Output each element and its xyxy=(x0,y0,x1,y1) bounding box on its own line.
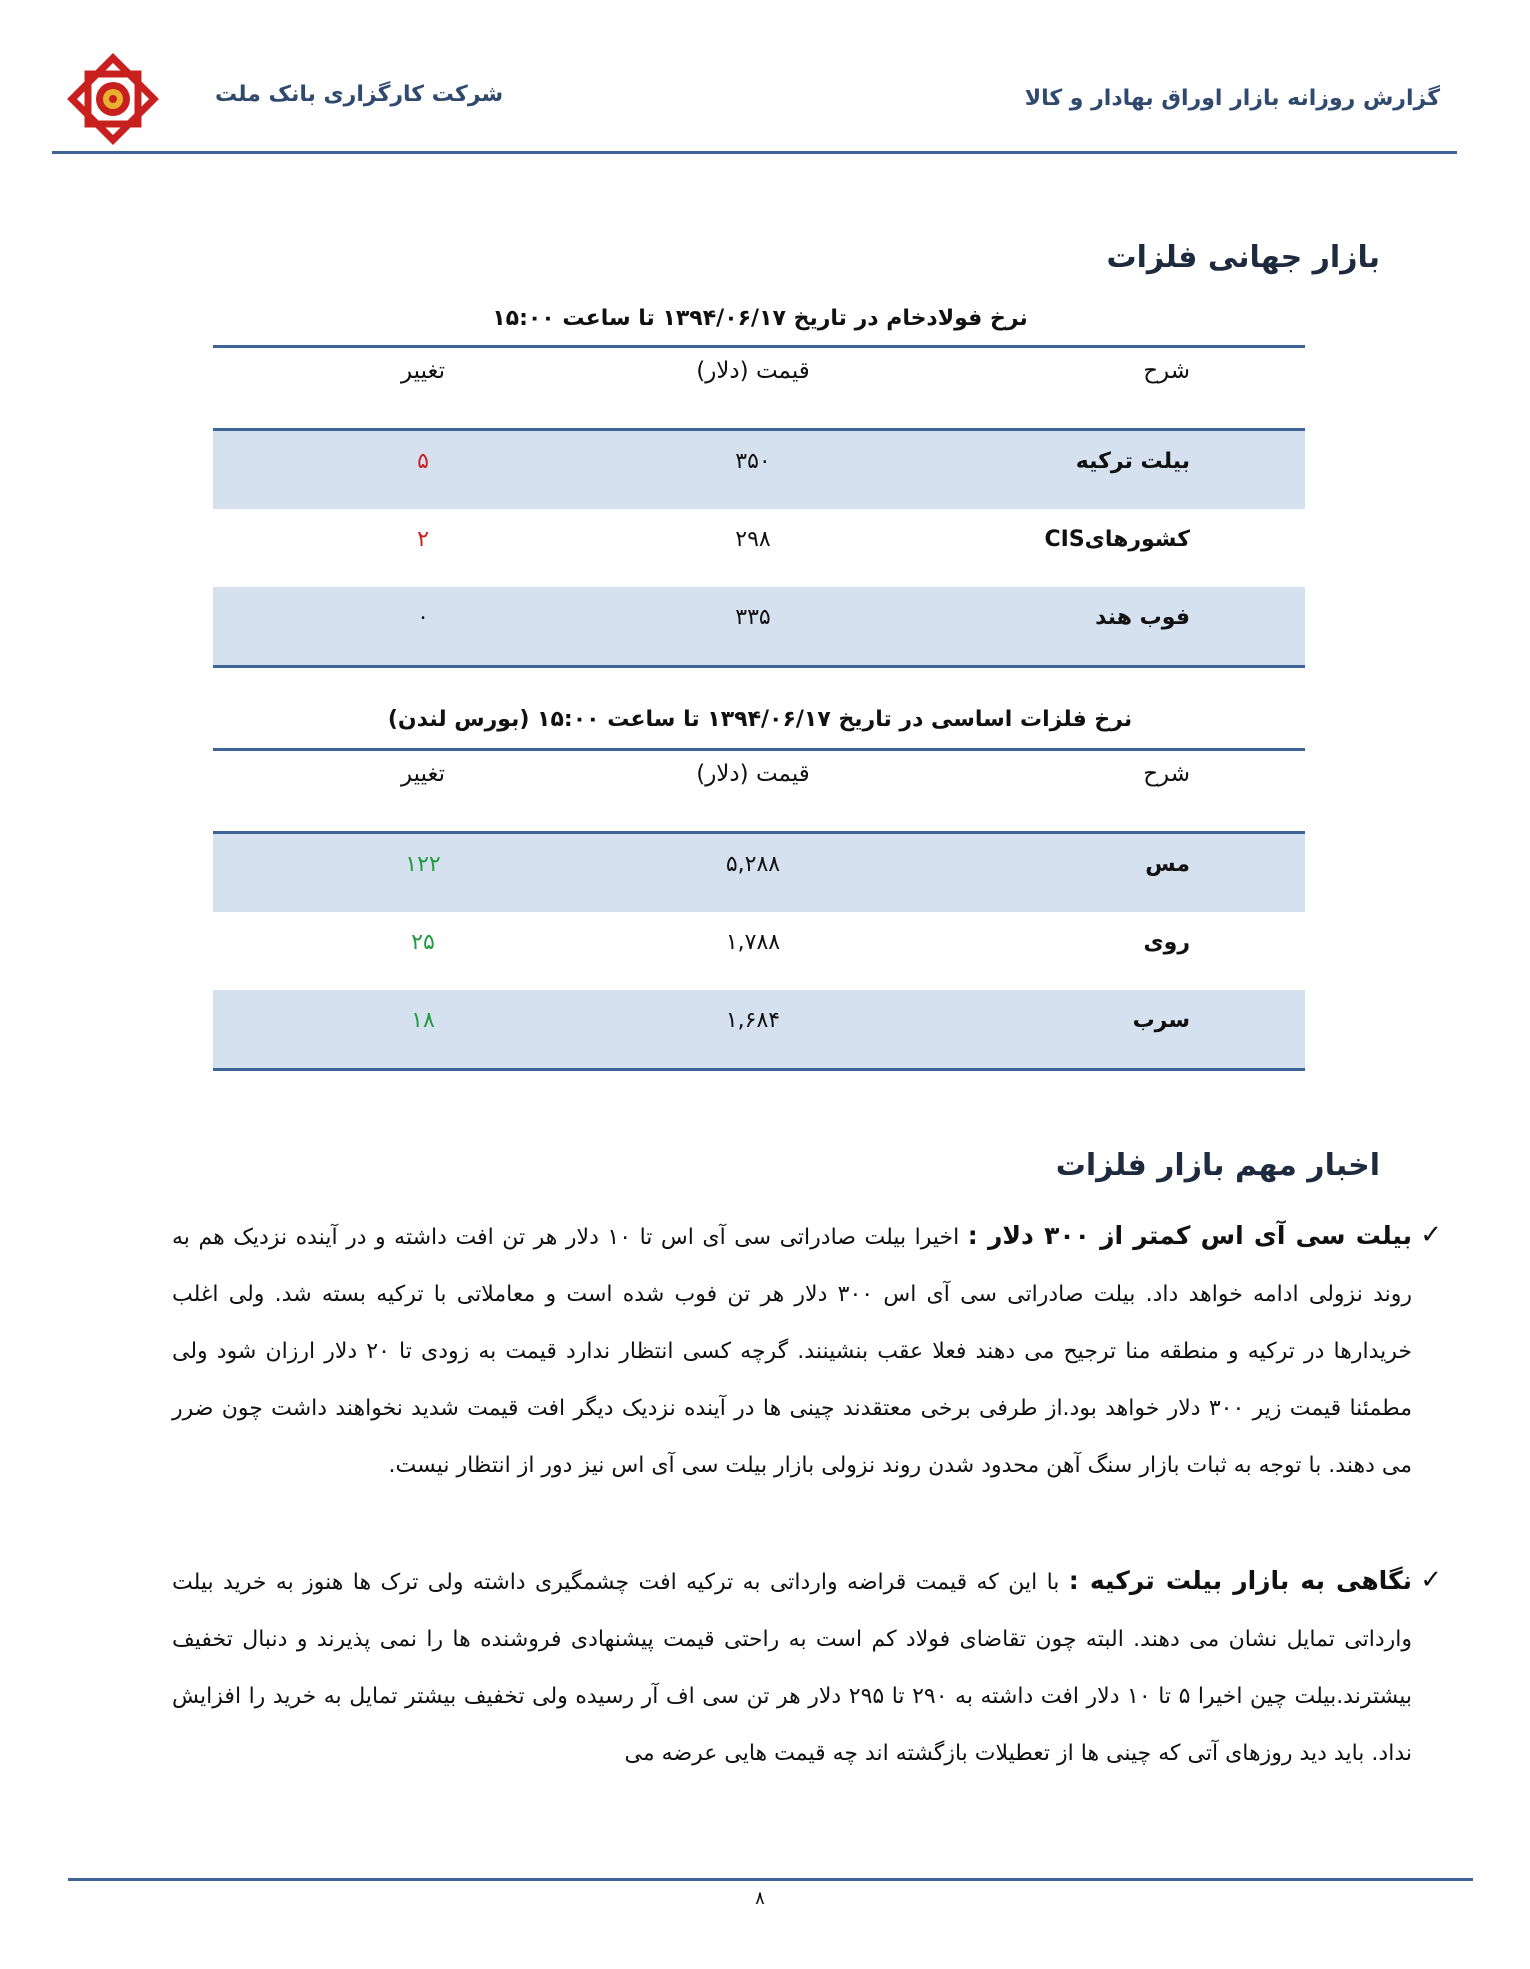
row-change: ۰ xyxy=(417,605,429,630)
row-change: ۲۵ xyxy=(411,930,435,955)
row-price: ۱,۷۸۸ xyxy=(725,930,781,955)
checkmark-icon: ✓ xyxy=(1420,1220,1442,1250)
table-row xyxy=(213,509,1305,587)
table-header-row xyxy=(213,345,1305,431)
row-price: ۳۳۵ xyxy=(735,605,771,630)
row-change: ۱۲۲ xyxy=(405,852,441,877)
section-title-world-metals: بازار جهانی فلزات xyxy=(1106,240,1380,275)
header-price: قیمت (دلار) xyxy=(696,358,810,384)
report-title: گزارش روزانه بازار اوراق بهادار و کالا xyxy=(1024,86,1440,111)
section-title-news: اخبار مهم بازار فلزات xyxy=(1055,1148,1380,1183)
row-name: کشورهایCIS xyxy=(1044,527,1190,552)
news-item xyxy=(172,1552,1442,1782)
row-price: ۳۵۰ xyxy=(735,449,771,474)
header-price: قیمت (دلار) xyxy=(696,761,810,787)
table-row xyxy=(213,587,1305,668)
company-logo xyxy=(62,48,164,150)
footer-divider xyxy=(68,1878,1473,1881)
steel-table-caption: نرخ فولادخام در تاریخ ۱۳۹۴/۰۶/۱۷ تا ساعت ۱۵:۰۰ xyxy=(492,306,1028,331)
row-price: ۵,۲۸۸ xyxy=(725,852,781,877)
company-name: شرکت کارگزاری بانک ملت xyxy=(215,82,504,107)
steel-price-table xyxy=(213,345,1305,668)
row-name: سرب xyxy=(1132,1008,1190,1033)
row-change: ۱۸ xyxy=(411,1008,435,1033)
news-item xyxy=(172,1207,1442,1494)
checkmark-icon: ✓ xyxy=(1420,1565,1442,1595)
row-name: مس xyxy=(1145,852,1190,877)
news-body: اخیرا بیلت صادراتی سی آی اس تا ۱۰ دلار هر تن افت داشته و در آینده نزدیک هم به روند نزولی ادامه خواهد داد. بیلت صادراتی سی آی اس ۳۰۰ دلار هر تن فوب شده است و معاملاتی با ترکیه بسته شد. ولی اغلب خریدارها در ترکیه و منطقه منا ترجیح می دهند فعلا عقب بنشینند. گرچه کسی انتظار ندارد قیمت به زودی تا ۲۰ دلار ارزان شود ولی مطمئنا قیمت زیر ۳۰۰ دلار خواهد بود.از طرفی برخی معتقدند چینی ها در آینده نزدیک دیگر افت قیمت شدید نخواهند داشت چون ضرر می دهند. با توجه به ثبات بازار سنگ آهن محدود شدن روند نزولی بازار بیلت سی آی اس نیز دور از انتظار نیست. xyxy=(172,1225,1412,1478)
header-name: شرح xyxy=(1143,358,1190,384)
table-row xyxy=(213,431,1305,509)
header-change: تغییر xyxy=(400,358,446,384)
row-name: روی xyxy=(1143,930,1190,955)
news-body: با این که قیمت قراضه وارداتی به ترکیه افت چشمگیری داشته ولی ترک ها هنوز به خرید بیلت وارداتی تمایل نشان می دهند. البته چون تقاضای فولاد کم است به راحتی قیمت پیشنهادی فروشنده ها را نمی پذیرند و دنبال تخفیف بیشترند.بیلت چین اخیرا ۵ تا ۱۰ دلار افت داشته به ۲۹۰ تا ۲۹۵ دلار هر تن سی اف آر رسیده ولی تخفیف بیشتر تمایل به خرید را افزایش نداد. باید دید روزهای آتی که چینی ها از تعطیلات بازگشته اند چه قیمت هایی عرضه می xyxy=(172,1570,1413,1766)
table-row xyxy=(213,834,1305,912)
header-divider xyxy=(52,151,1457,154)
page-number: ۸ xyxy=(755,1888,765,1909)
row-change: ۵ xyxy=(417,449,429,474)
header-change: تغییر xyxy=(400,761,446,787)
row-name: فوب هند xyxy=(1095,605,1190,630)
base-metals-price-table xyxy=(213,748,1305,1071)
table-row xyxy=(213,912,1305,990)
news-headline: بیلت سی آی اس کمتر از ۳۰۰ دلار : xyxy=(967,1221,1412,1250)
row-change: ۲ xyxy=(417,527,429,552)
row-price: ۲۹۸ xyxy=(735,527,771,552)
row-name: بیلت ترکیه xyxy=(1075,449,1190,474)
table-header-row xyxy=(213,748,1305,834)
row-price: ۱,۶۸۴ xyxy=(725,1008,781,1033)
table-row xyxy=(213,990,1305,1071)
header-name: شرح xyxy=(1143,761,1190,787)
news-headline: نگاهی به بازار بیلت ترکیه : xyxy=(1068,1566,1412,1595)
base-metals-table-caption: نرخ فلزات اساسی در تاریخ ۱۳۹۴/۰۶/۱۷ تا ساعت ۱۵:۰۰ (بورس لندن) xyxy=(387,707,1133,732)
